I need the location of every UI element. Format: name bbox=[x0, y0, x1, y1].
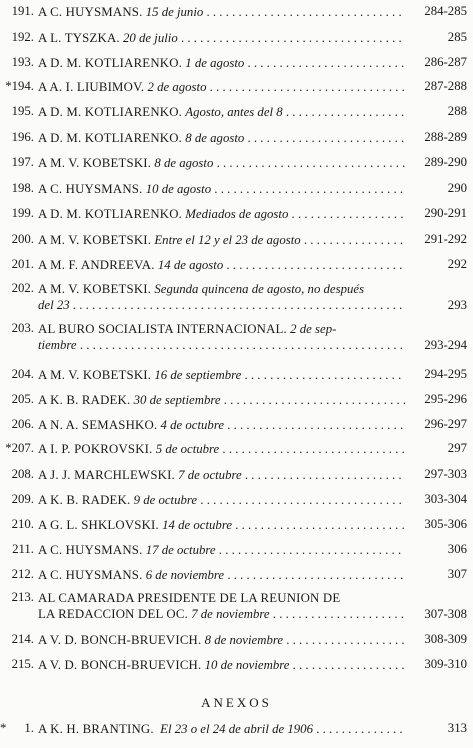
entry-text bbox=[38, 257, 405, 273]
entry-text bbox=[38, 130, 405, 146]
entry-text bbox=[38, 567, 405, 583]
entry-recipient: AL CAMARADA PRESIDENTE DE LA REUNION DE bbox=[38, 591, 341, 605]
entry-text bbox=[38, 657, 405, 673]
entry-recipient: A L. TYSZKA. bbox=[38, 31, 120, 45]
entry-date-continued: tiembre bbox=[38, 338, 77, 352]
entry-pages: 303-304 bbox=[405, 492, 473, 507]
entry-number: 213. bbox=[11, 590, 34, 604]
entry-number: 191. bbox=[11, 4, 34, 18]
entry-date: Agosto, antes del 8 bbox=[185, 105, 283, 119]
entry-recipient: A J. J. MARCHLEWSKI. bbox=[38, 468, 175, 482]
entry-date: Entre el 12 y el 23 de agosto bbox=[154, 233, 301, 247]
entry-date: 14 de agosto bbox=[157, 258, 224, 272]
entry-number: 198. bbox=[11, 181, 34, 195]
toc-entry[interactable] bbox=[0, 30, 473, 46]
entry-date: 4 de octubre bbox=[160, 418, 225, 432]
entry-number: 210. bbox=[11, 517, 34, 531]
entry-number: 206. bbox=[11, 417, 34, 431]
entry-recipient: A M. F. ANDREEVA. bbox=[38, 258, 155, 272]
annex-entry[interactable] bbox=[0, 721, 473, 737]
entry-number: 211. bbox=[12, 542, 34, 556]
entry-recipient: A C. HUYSMANS. bbox=[38, 182, 143, 196]
entry-text bbox=[38, 206, 405, 222]
toc-entry[interactable] bbox=[0, 130, 473, 146]
entry-number: 209. bbox=[11, 492, 34, 506]
entry-date: Mediados de agosto bbox=[185, 207, 289, 221]
entry-recipient: A M. V. KOBETSKI. bbox=[38, 156, 152, 170]
entry-number: *207. bbox=[5, 441, 34, 455]
entry-recipient: A G. L. SHKLOVSKI. bbox=[38, 518, 159, 532]
entry-pages: 309-310 bbox=[405, 657, 473, 672]
entry-date: El 23 o el 24 de abril de 1906 bbox=[160, 722, 313, 736]
entry-number: 204. bbox=[11, 367, 34, 381]
entry-date: 2 de sep- bbox=[290, 322, 337, 336]
toc-entry[interactable] bbox=[0, 321, 473, 353]
entry-date: 1 de agosto bbox=[185, 56, 245, 70]
entry-recipient: A D. M. KOTLIARENKO. bbox=[38, 105, 183, 119]
toc-entry[interactable] bbox=[0, 367, 473, 383]
entry-text bbox=[38, 321, 405, 353]
entry-date: Segunda quincena de agosto, no después bbox=[154, 282, 365, 296]
entry-date: 10 de agosto bbox=[145, 182, 212, 196]
entry-date: 15 de junio bbox=[145, 5, 204, 19]
entry-pages: 313 bbox=[405, 721, 473, 736]
entry-pages: 288-289 bbox=[405, 130, 473, 145]
toc-entry[interactable] bbox=[0, 55, 473, 71]
entry-pages: 293-294 bbox=[405, 338, 473, 353]
entry-pages: 293 bbox=[405, 298, 473, 313]
entry-text bbox=[38, 155, 405, 171]
toc-entry[interactable] bbox=[0, 517, 473, 533]
entry-pages: 289-290 bbox=[405, 155, 473, 170]
entry-pages: 297-303 bbox=[405, 467, 473, 482]
toc-entry[interactable] bbox=[0, 257, 473, 273]
entry-number: 199. bbox=[11, 206, 34, 220]
entry-pages: 288 bbox=[405, 104, 473, 119]
entry-text bbox=[38, 417, 405, 433]
entry-pages: 307-308 bbox=[405, 607, 473, 622]
entry-date: 14 de octubre bbox=[162, 518, 233, 532]
toc-entry[interactable] bbox=[0, 492, 473, 508]
entry-number: 208. bbox=[11, 467, 34, 481]
toc-entry[interactable] bbox=[0, 206, 473, 222]
toc-entry[interactable] bbox=[0, 441, 473, 457]
entry-date: 8 de agosto bbox=[185, 131, 245, 145]
entry-recipient: A C. HUYSMANS. bbox=[38, 543, 143, 557]
toc-entry[interactable] bbox=[0, 392, 473, 408]
entry-text bbox=[38, 721, 405, 737]
entry-text bbox=[38, 281, 405, 313]
entry-recipient: A M. V. KOBETSKI. bbox=[38, 282, 152, 296]
entry-recipient: A V. D. BONCH-BRUEVICH. bbox=[38, 633, 202, 647]
entry-recipient: A D. M. KOTLIARENKO. bbox=[38, 131, 183, 145]
entry-date: 8 de agosto bbox=[154, 156, 214, 170]
toc-entry[interactable] bbox=[0, 542, 473, 558]
toc-entry[interactable] bbox=[0, 657, 473, 673]
entry-text bbox=[38, 104, 405, 120]
toc-entry[interactable] bbox=[0, 232, 473, 248]
entry-pages: 286-287 bbox=[405, 55, 473, 70]
annex-star-marker: * bbox=[0, 721, 7, 735]
entry-number: 202. bbox=[11, 281, 34, 295]
entry-text bbox=[38, 30, 405, 46]
entry-text bbox=[38, 467, 405, 483]
entry-pages: 290 bbox=[405, 181, 473, 196]
toc-entry[interactable] bbox=[0, 567, 473, 583]
entry-text bbox=[38, 590, 405, 622]
entry-recipient: A M. V. KOBETSKI. bbox=[38, 368, 152, 382]
entry-number: *194. bbox=[5, 79, 34, 93]
entry-number: 203. bbox=[11, 321, 34, 335]
entry-number: 205. bbox=[11, 392, 34, 406]
toc-entry[interactable] bbox=[0, 181, 473, 197]
toc-entry[interactable] bbox=[0, 632, 473, 648]
entry-recipient: A C. HUYSMANS. bbox=[38, 568, 143, 582]
entry-date: 8 de noviembre bbox=[204, 633, 284, 647]
entry-number: 1. bbox=[24, 721, 34, 735]
entry-pages: 284-285 bbox=[405, 4, 473, 19]
annexes-heading: ANEXOS bbox=[201, 695, 272, 710]
entry-text bbox=[38, 4, 405, 20]
entry-pages: 297 bbox=[405, 441, 473, 456]
entry-number: 197. bbox=[11, 155, 34, 169]
entry-number: 196. bbox=[11, 130, 34, 144]
entry-date: 9 de octubre bbox=[133, 493, 198, 507]
entry-recipient: A N. A. SEMASHKO. bbox=[38, 418, 158, 432]
entry-recipient: A C. HUYSMANS. bbox=[38, 5, 143, 19]
entry-pages: 295-296 bbox=[405, 392, 473, 407]
entry-date-continued: 7 de noviembre bbox=[191, 607, 270, 621]
entry-number: 200. bbox=[11, 232, 34, 246]
entry-recipient: A D. M. KOTLIARENKO. bbox=[38, 207, 183, 221]
entry-date: 2 de agosto bbox=[147, 80, 207, 94]
entry-recipient-continued: LA REDACCION DEL OC. bbox=[38, 607, 188, 621]
toc-entry[interactable] bbox=[0, 155, 473, 171]
entry-pages: 287-288 bbox=[405, 79, 473, 94]
entry-pages: 291-292 bbox=[405, 232, 473, 247]
entry-pages: 294-295 bbox=[405, 367, 473, 382]
entry-pages: 285 bbox=[405, 30, 473, 45]
entry-recipient: A I. P. POKROVSKI. bbox=[38, 442, 153, 456]
entry-date: 6 de noviembre bbox=[145, 568, 225, 582]
entry-date: 16 de septiembre bbox=[154, 368, 242, 382]
entry-number: 195. bbox=[11, 104, 34, 118]
entry-pages: 290-291 bbox=[405, 206, 473, 221]
entry-text bbox=[38, 542, 405, 558]
entry-recipient: A M. V. KOBETSKI. bbox=[38, 233, 152, 247]
toc-entry[interactable] bbox=[0, 4, 473, 20]
entry-pages: 306 bbox=[405, 542, 473, 557]
entry-recipient: AL BURO SOCIALISTA INTERNACIONAL. bbox=[38, 322, 287, 336]
entry-text bbox=[38, 55, 405, 71]
toc-entry[interactable] bbox=[0, 79, 473, 95]
entry-number: 212. bbox=[11, 567, 34, 581]
entry-pages: 292 bbox=[405, 257, 473, 272]
entry-pages: 307 bbox=[405, 567, 473, 582]
entry-date: 20 de julio bbox=[123, 31, 178, 45]
toc-entry[interactable] bbox=[0, 281, 473, 313]
entry-text bbox=[38, 441, 405, 457]
toc-entry[interactable] bbox=[0, 590, 473, 622]
entry-text bbox=[38, 632, 405, 648]
entry-text bbox=[38, 517, 405, 533]
entry-number: 193. bbox=[11, 55, 34, 69]
entry-date: 10 de noviembre bbox=[204, 658, 290, 672]
entry-recipient: A K. H. BRANTING. bbox=[38, 722, 154, 736]
toc-entry[interactable] bbox=[0, 104, 473, 120]
entry-text bbox=[38, 492, 405, 508]
entry-text bbox=[38, 79, 405, 95]
entry-text bbox=[38, 181, 405, 197]
entry-recipient: A D. M. KOTLIARENKO. bbox=[38, 56, 183, 70]
entry-number: 201. bbox=[11, 257, 34, 271]
entry-date: 17 de octubre bbox=[145, 543, 216, 557]
entry-text bbox=[38, 232, 405, 248]
entry-pages: 296-297 bbox=[405, 417, 473, 432]
entry-text bbox=[38, 392, 405, 408]
entry-recipient: A K. B. RADEK. bbox=[38, 393, 131, 407]
entry-date: 5 de octubre bbox=[155, 442, 220, 456]
entry-recipient: A V. D. BONCH-BRUEVICH. bbox=[38, 658, 202, 672]
entry-text bbox=[38, 367, 405, 383]
toc-entry[interactable] bbox=[0, 417, 473, 433]
entry-number: 192. bbox=[11, 30, 34, 44]
entry-number: 214. bbox=[11, 632, 34, 646]
toc-entry[interactable] bbox=[0, 467, 473, 483]
entry-date: 30 de septiembre bbox=[133, 393, 221, 407]
entry-pages: 308-309 bbox=[405, 632, 473, 647]
entry-date: 7 de octubre bbox=[178, 468, 242, 482]
entry-pages: 305-306 bbox=[405, 517, 473, 532]
entry-date-continued: del 23 bbox=[38, 298, 70, 312]
entry-recipient: A K. B. RADEK. bbox=[38, 493, 131, 507]
entry-number: 215. bbox=[11, 657, 34, 671]
entry-recipient: A A. I. LIUBIMOV. bbox=[38, 80, 145, 94]
